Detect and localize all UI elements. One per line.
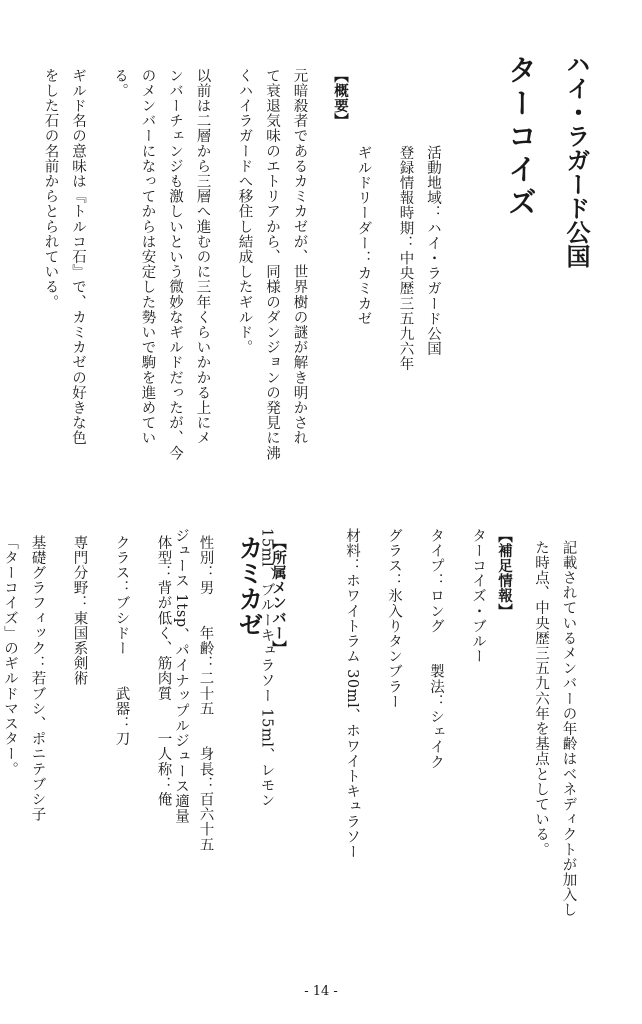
overview-p1-l2: て衰退気味のエトリアから、同様のダンジョンの発見に沸 [264, 68, 280, 461]
guild-info [349, 145, 446, 372]
info-period: 登録情報時期：中央歴三五九六年 [397, 145, 414, 372]
overview-p2-l2: ンバーチェンジも激しいという微妙なギルドだったが、今 [167, 68, 183, 461]
overview-p1-l3: くハイラガードへ移住し結成したギルド。 [236, 68, 253, 355]
drink-materials-1: 材料：ホワイトラム 30ml、ホワイトキュラソー [344, 528, 360, 860]
member-name: カミカゼ [235, 535, 264, 638]
drink-type: タイプ：ロング 製法：シェイク [428, 528, 444, 770]
overview-p1-l1: 元暗殺者であるカミカゼが、世界樹の謎が解き明かされ [291, 68, 308, 446]
members-heading: 【所属メンバー】 [270, 535, 287, 656]
drink-glass: グラス：氷入りタンブラー [386, 528, 402, 710]
overview-p2-l1: 以前は二層から三層へ進むのに三年くらいかかる上にメ [194, 68, 211, 446]
supplement-heading: 【補足情報】 [496, 528, 513, 619]
drink-materials-2: 15ml、ブルーキュラソー 15ml、レモン [258, 528, 275, 808]
page-number: - 14 - [304, 984, 338, 999]
note-line-2: た時点、中央歴三五九六年を基点としている。 [533, 540, 549, 858]
member-line-1: 性別：男 年齢：二十五 身長：百六十五 [197, 535, 214, 853]
note-section [527, 540, 597, 918]
member-line-2: 体型：背が低く、筋肉質 一人称：俺 [155, 535, 172, 807]
member-line-5: 基礎グラフィック：若ブシ、ポニテブシ子 [29, 535, 46, 822]
member-line-3: クラス：ブシドー 武器：刀 [113, 535, 130, 747]
overview-p2-l4: る。 [112, 68, 128, 99]
overview-section [36, 68, 354, 461]
overview-p3-l1: ギルド名の意味は『トルコ石』で、カミカゼの好きな色 [70, 68, 86, 446]
members-section [0, 535, 292, 852]
guild-title: ターコイズ [504, 55, 538, 220]
overview-p2-l3: のメンバーになってからは安定した勢いで駒を進めてい [139, 68, 156, 446]
info-leader: ギルドリーダー：カミカゼ [355, 145, 372, 327]
drink-name: ターコイズ・ブルー [470, 528, 486, 664]
drink-materials-3: ジュース 1tsp、パイナップルジュース適量 [173, 528, 189, 825]
member-line-4: 専門分野：東国系剣術 [71, 535, 88, 686]
info-region: 活動地域：ハイ・ラガード公国 [425, 145, 441, 357]
note-line-1: 記載されているメンバーの年齢はベネディクトが加入し [560, 540, 577, 918]
overview-p3-l2: をした石の名前からとられている。 [42, 68, 59, 310]
member-line-6: 「ターコイズ」のギルドマスター。 [2, 535, 18, 777]
overview-heading: 【概要】 [332, 68, 349, 129]
country-title: ハイ・ラガード公国 [562, 52, 591, 268]
